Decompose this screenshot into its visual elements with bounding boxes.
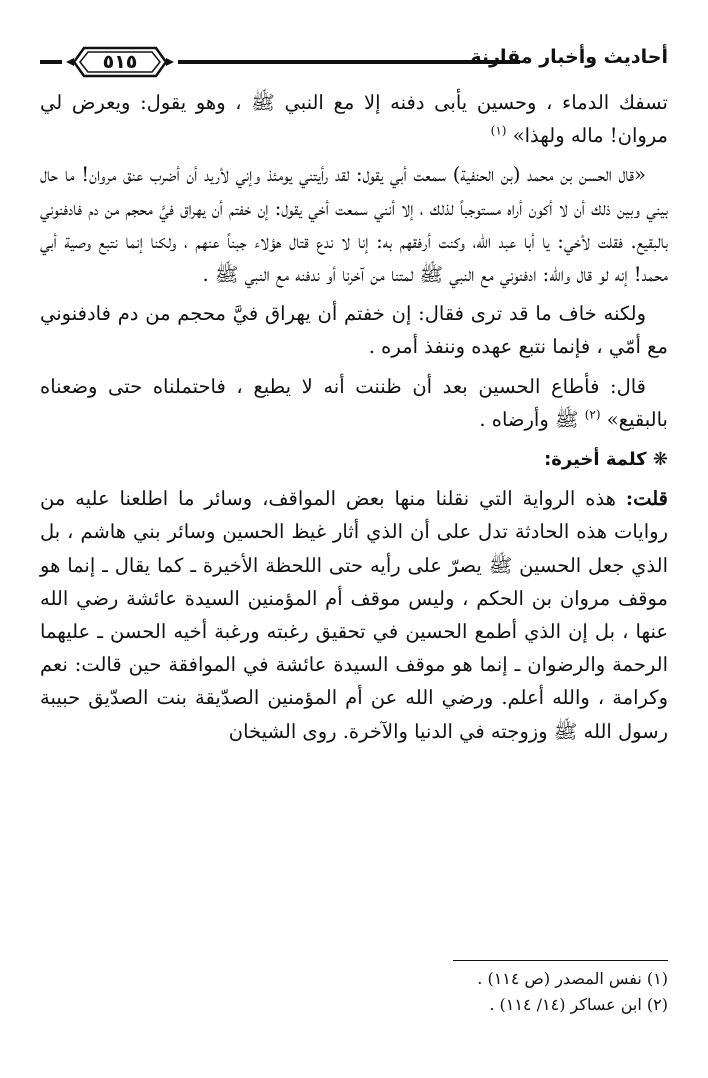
paragraph-4-tail: ﷺ وأرضاه . (479, 407, 579, 431)
running-title: أحاديث وأخبار مقارنة (470, 46, 668, 68)
paragraph-5-text: هذه الرواية التي نقلنا منها بعض المواقف، وسائر ما اطلعنا عليه من روايات هذه الحادثة تدل على أن الذي أثار غيظ الحسين وسائر بني هاشم ، بل الذي جعل الحسين ﷺ يصرّ على رأيه حتى اللحظة الأخيرة ـ كما يقال ـ إنما هو موقف مروان بن الحكم ، وليس موقف أم المؤمنين السيدة عائشة رضي الله عنها ، بل إن الذي أطمع الحسين في تحقيق رغبته ورغبة أخيه الحسن ـ عليهما الرحمة والرضوان ـ إنما هو موقف السيدة عائشة في الموافقة حين قالت: نعم وكرامة ، والله أعلم. ورضي الله عن أم المؤمنين الصدّيقة بنت الصدّيق حبيبة رسول الله ﷺ وزوجته في الدنيا والآخرة. روى الشيخان (40, 487, 668, 743)
paragraph-3: ولكنه خاف ما قد ترى فقال: إن خفتم أن يهراق فيَّ محجم من دم فادفنوني مع أمّي ، فإنما نتبع عهده وننفذ أمره . (40, 302, 668, 359)
footnotes (40, 966, 668, 1018)
page-number: ٥١٥ (102, 51, 138, 73)
paragraph-5-lead: قلت: (625, 487, 668, 511)
paragraph-4 (40, 370, 668, 436)
header-rule-right (178, 60, 520, 64)
page-number-badge (66, 44, 174, 80)
paragraph-1-text: تسفك الدماء ، وحسين يأبى دفنه إلا مع النبي ﷺ ، وهو يقول: ويعرض لي مروان! ماله ولهذا» (40, 91, 668, 148)
paragraph-5 (40, 482, 668, 748)
section-heading (40, 442, 668, 476)
footnote-divider (453, 960, 668, 961)
header-rule-left (40, 60, 62, 64)
footnote-2: (٢) ابن عساكر (١٤/ ١١٤) . (489, 995, 668, 1014)
paragraph-1 (40, 86, 668, 152)
page-body (40, 86, 668, 754)
paragraph-2: «قال الحسن بن محمد (بن الحنفية) سمعت أبي يقول: لقد رأيتني يومئذ وإني لأريد أن أضرب عنق مروان! ما حال بيني وبين ذلك أن لا أكون أراه مستوجباً لذلك ، إلا أنني سمعت أخي يقول: إن خفتم أن يهراق فيَّ محجم من دم فادفنوني بالبقيع. فقلت لأخي: يا أبا عبد الله، وكنت أرفقهم به: إنا لا ندع قتال هؤلاء جبناً عنهم ، ولكنا إنما نتبع وصية أبي محمد! إنه لو قال والله: ادفنوني مع النبي ﷺ لمتنا من آخرنا أو ندفنه مع النبي ﷺ . (40, 163, 668, 287)
footnote-ref-1: (١) (490, 123, 507, 138)
footnote-1: (١) نفس المصدر (ص ١١٤) . (477, 969, 668, 988)
page-header (40, 40, 668, 84)
paragraph-4-text: قال: فأطاع الحسين بعد أن ظننت أنه لا يطيع ، فاحتملناه حتى وضعناه بالبقيع» (40, 374, 668, 431)
footnote-ref-2: (٢) (584, 407, 601, 422)
section-heading-text: ❋ كلمة أخيرة: (544, 449, 668, 471)
